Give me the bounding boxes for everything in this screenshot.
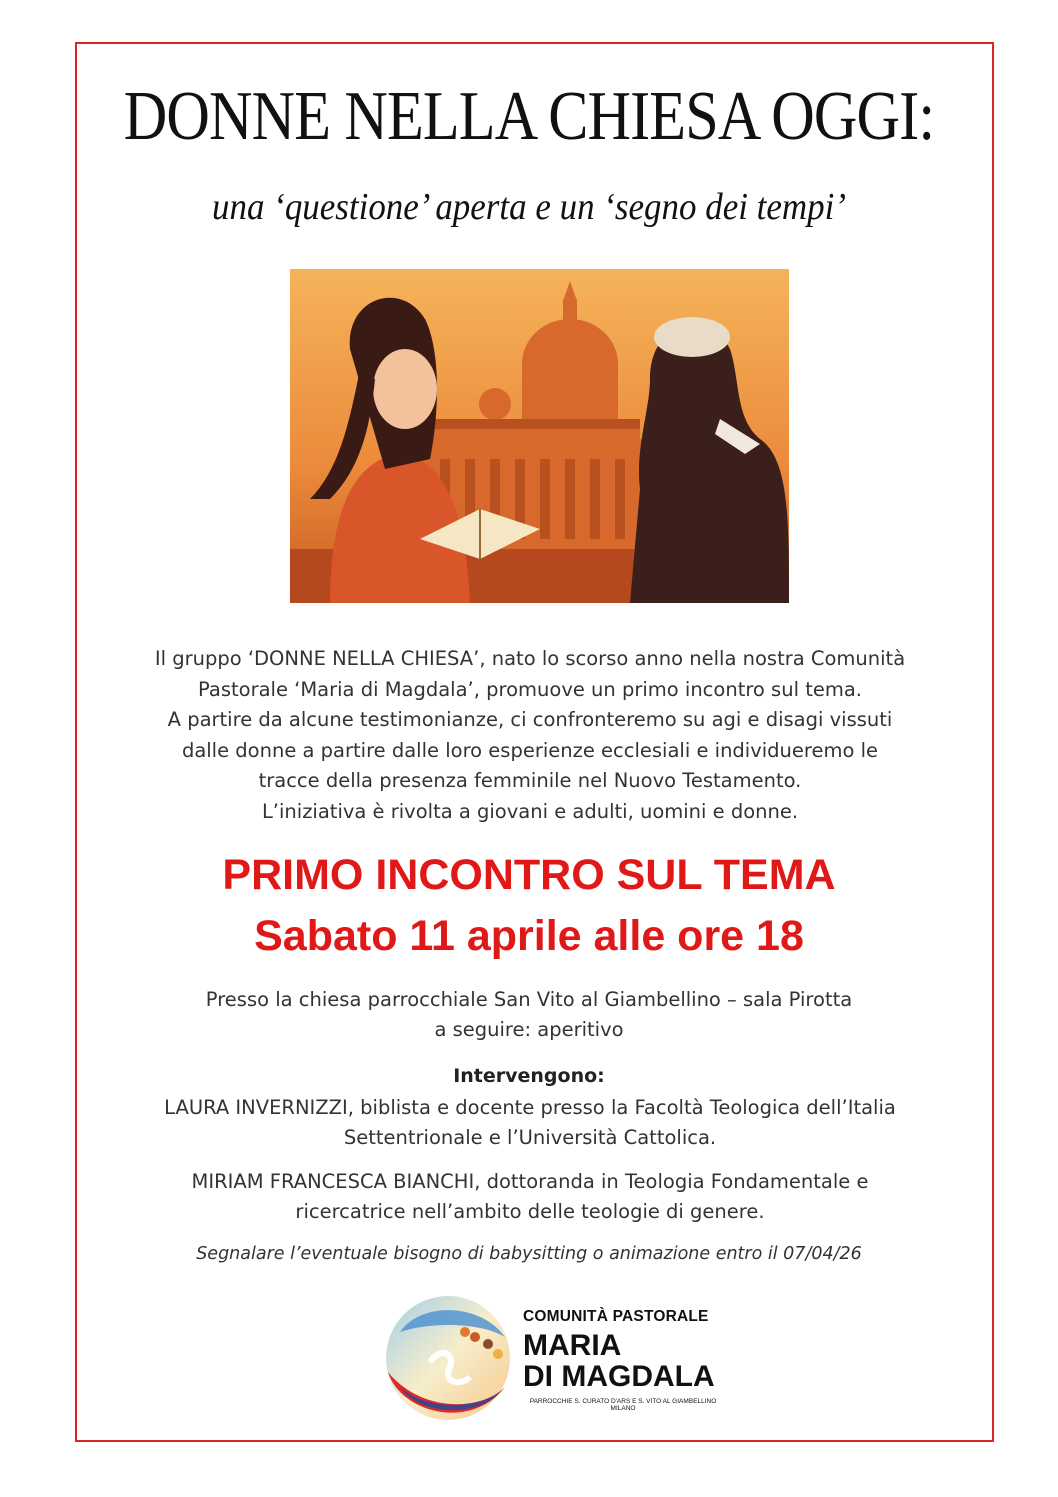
body-line: Il gruppo ‘DONNE NELLA CHIESA’, nato lo scorso anno nella nostra Comunità [154,647,906,670]
logo-parishes: PARROCCHIE S. CURATO D'ARS E S. VITO AL GIAMBELLINO [529,1398,717,1405]
speaker-line: MIRIAM FRANCESCA BIANCHI, dottoranda in Teologia Fondamentale e [191,1170,869,1193]
body-line: dalle donne a partire dalle loro esperienze ecclesiali e individueremo le [181,738,879,762]
event-date: Sabato 11 aprile alle ore 18 [254,912,804,960]
speaker-line: ricercatrice nell’ambito delle teologie di genere. [295,1200,765,1223]
poster-subtitle: una ‘questione’ aperta e un ‘segno dei tempi’ [212,186,846,228]
poster-title: DONNE NELLA CHIESA OGGI: [123,78,935,155]
speakers-heading: Intervengono: [453,1065,605,1087]
poster-illustration [290,269,789,603]
logo-line-small: COMUNITÀ PASTORALE [523,1308,709,1325]
venue-line: Presso la chiesa parrocchiale San Vito al Giambellino – sala Pirotta [205,988,853,1011]
body-line: tracce della presenza femminile nel Nuovo Testamento. [258,769,802,792]
logo-line-magdala: DI MAGDALA [523,1360,715,1393]
body-description [80,644,980,827]
speaker-miriam [80,1167,980,1227]
headline: PRIMO INCONTRO SUL TEMA [222,851,836,899]
speaker-line: LAURA INVERNIZZI, biblista e docente presso la Facoltà Teologica dell’Italia [164,1096,896,1119]
speaker-laura [80,1093,980,1153]
venue-info [0,985,1058,1045]
body-line: L’iniziativa è rivolta a giovani e adulti, uomini e donne. [261,799,799,823]
speaker-line: Settentrionale e l’Università Cattolica. [343,1126,717,1149]
community-name [523,1308,723,1412]
body-line: A partire da alcune testimonianze, ci confronteremo su agi e disagi vissuti [167,708,893,731]
venue-followup: a seguire: aperitivo [434,1018,624,1041]
body-line: Pastorale ‘Maria di Magdala’, promuove un primo incontro sul tema. [198,677,862,701]
community-logo [380,1292,520,1426]
babysitting-note: Segnalare l’eventuale bisogno di babysitting o animazione entro il 07/04/26 [196,1244,862,1264]
logo-line-maria: MARIA [523,1329,622,1362]
logo-city: MILANO [610,1405,636,1412]
